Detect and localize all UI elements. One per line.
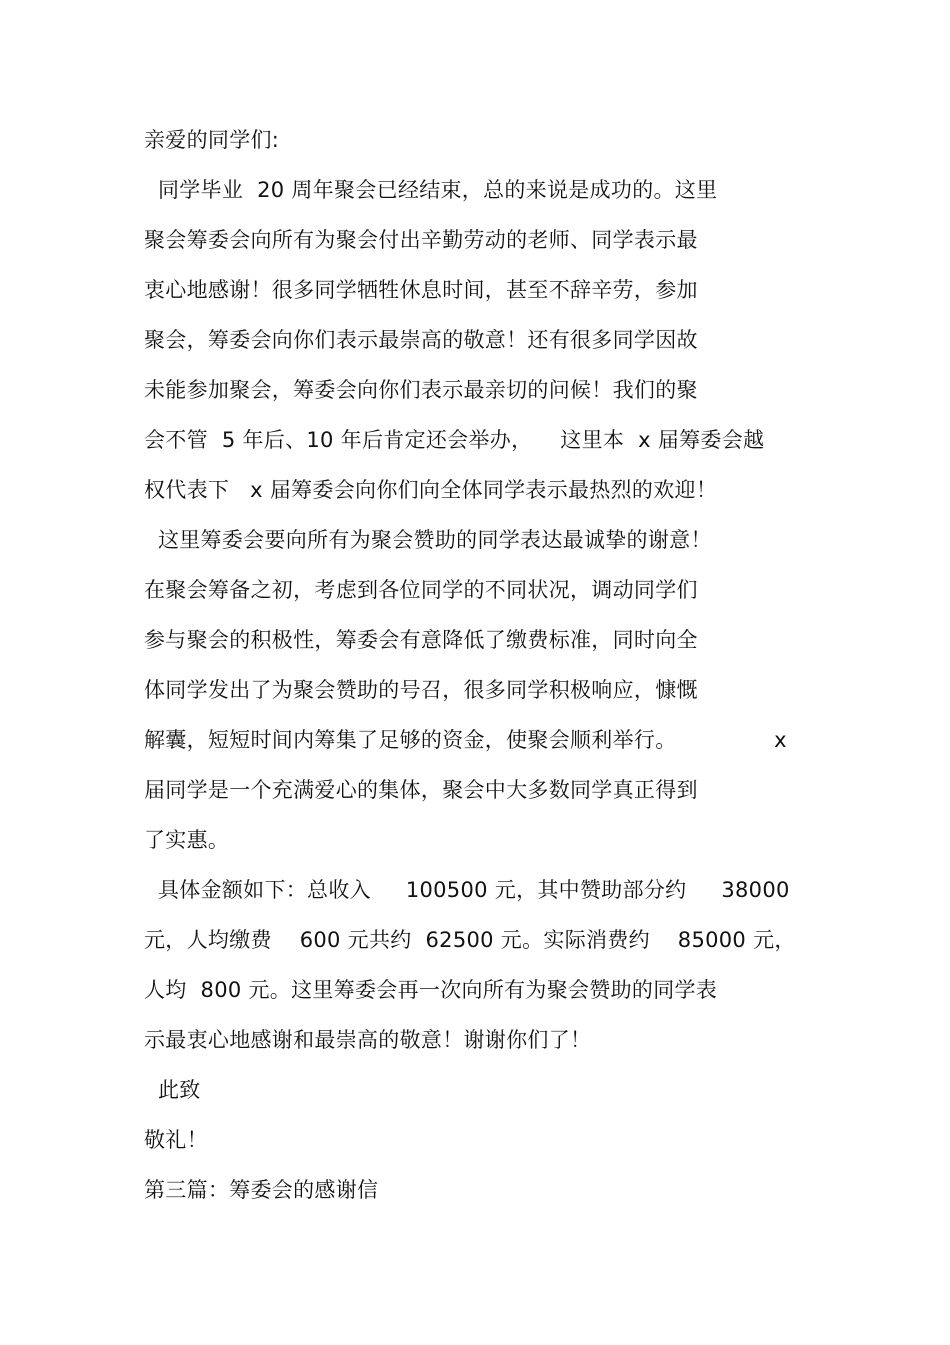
body-line: 在聚会筹备之初，考虑到各位同学的不同状况，调动同学们 bbox=[144, 578, 698, 602]
body-line: 同学毕业 20 周年聚会已经结束，总的来说是成功的。这里 bbox=[144, 178, 718, 202]
body-line: 衷心地感谢！很多同学牺牲休息时间，甚至不辞辛劳，参加 bbox=[144, 278, 698, 302]
body-line: 这里筹委会要向所有为聚会赞助的同学表达最诚挚的谢意！ bbox=[144, 528, 712, 552]
body-line: 未能参加聚会，筹委会向你们表示最亲切的问候！我们的聚 bbox=[144, 378, 698, 402]
body-line: 届同学是一个充满爱心的集体，聚会中大多数同学真正得到 bbox=[144, 778, 698, 802]
body-line: 元，人均缴费 600 元共约 62500 元。实际消费约 85000 元， bbox=[144, 928, 796, 952]
body-line: 聚会筹委会向所有为聚会付出辛勤劳动的老师、同学表示最 bbox=[144, 228, 698, 252]
body-line: 示最衷心地感谢和最崇高的敬意！谢谢你们了！ bbox=[144, 1028, 592, 1052]
section-heading: 第三篇：筹委会的感谢信 bbox=[144, 1178, 379, 1202]
body-line: 会不管 5 年后、10 年后肯定还会举办， 这里本 x 届筹委会越 bbox=[144, 428, 765, 452]
closing-line: 敬礼！ bbox=[144, 1128, 208, 1152]
body-line: 参与聚会的积极性，筹委会有意降低了缴费标准，同时向全 bbox=[144, 628, 698, 652]
body-line: 体同学发出了为聚会赞助的号召，很多同学积极响应，慷慨 bbox=[144, 678, 698, 702]
salutation-line: 亲爱的同学们: bbox=[144, 128, 280, 152]
body-line: 人均 800 元。这里筹委会再一次向所有为聚会赞助的同学表 bbox=[144, 978, 718, 1002]
body-line: 具体金额如下：总收入 100500 元，其中赞助部分约 38000 bbox=[144, 878, 790, 902]
closing-line: 此致 bbox=[144, 1078, 201, 1102]
body-line: 权代表下 x 届筹委会向你们向全体同学表示最热烈的欢迎！ bbox=[144, 478, 718, 502]
body-line: 解囊，短短时间内筹集了足够的资金，使聚会顺利举行。 x bbox=[144, 728, 787, 752]
body-line: 聚会，筹委会向你们表示最崇高的敬意！还有很多同学因故 bbox=[144, 328, 698, 352]
body-line: 了实惠。 bbox=[144, 828, 230, 852]
